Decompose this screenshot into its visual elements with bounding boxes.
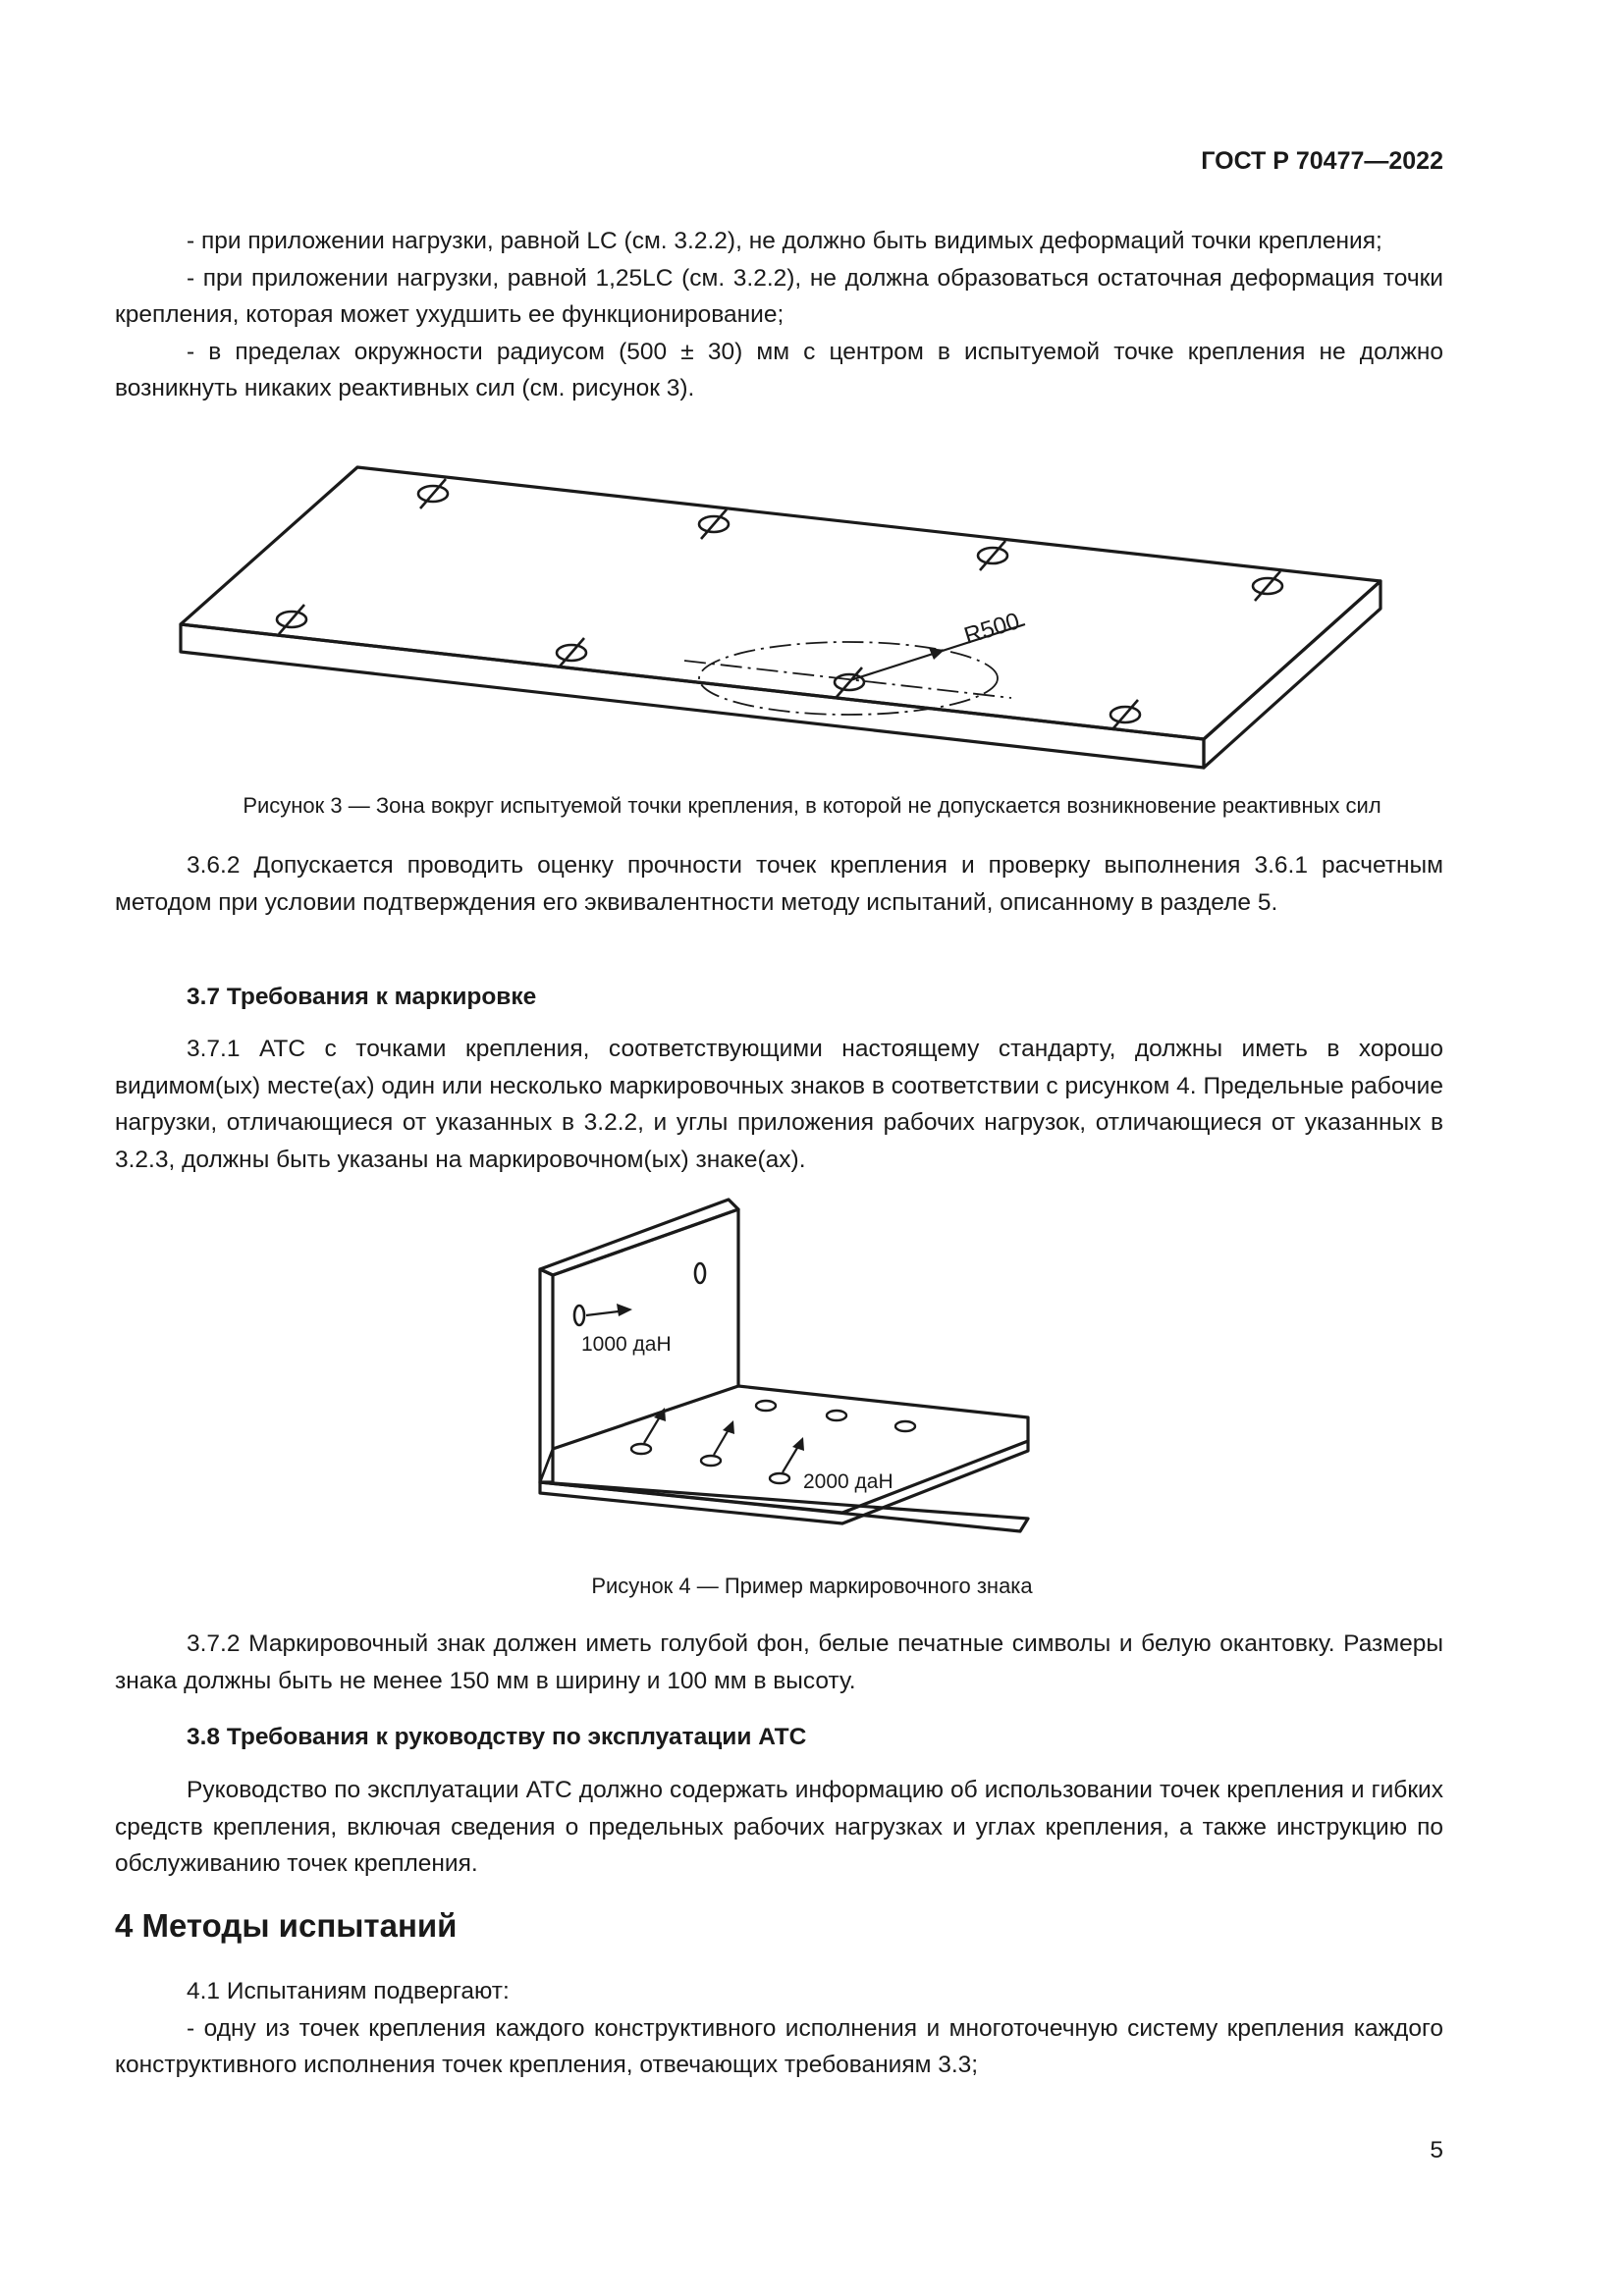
paragraph-3-8 xyxy=(115,1772,1443,1883)
paragraph-4-1 xyxy=(115,1973,1443,2084)
load-arrow-icon xyxy=(617,1304,632,1316)
load-label-vertical: 1000 даН xyxy=(581,1333,672,1356)
paragraph-3-7-1 xyxy=(115,1031,1443,1178)
anchor-point-icon xyxy=(418,479,448,508)
hole-icon xyxy=(827,1411,846,1420)
paragraph-text: Руководство по эксплуатации АТС должно содержать информацию об использовании точек крепления и гибких средств крепления, включая сведения о предельных рабочих нагрузках и углах крепления, а также инструкцию по обслуживанию точек крепления. xyxy=(115,1777,1443,1877)
list-item: - в пределах окружности радиусом (500 ± 30) мм с центром в испытуемой точке крепления не должно возникнуть никаких реактивных сил (см. рисунок 3). xyxy=(115,338,1443,401)
floor-inner-edge xyxy=(540,1449,553,1482)
panel-left-edge xyxy=(540,1269,553,1482)
hole-icon xyxy=(695,1263,705,1283)
center-line xyxy=(684,661,1011,698)
figure-4-caption: Рисунок 4 — Пример маркировочного знака xyxy=(591,1574,1033,1598)
document-code: ГОСТ Р 70477—2022 xyxy=(1201,147,1443,175)
figure-3-drawing xyxy=(167,452,1404,785)
anchor-point-icon xyxy=(557,638,586,667)
section-4-title: 4 Методы испытаний xyxy=(115,1907,458,1944)
plate-top-face xyxy=(181,467,1380,739)
anchor-point-icon xyxy=(835,667,864,697)
radius-label: R500 xyxy=(960,608,1023,650)
vertical-panel xyxy=(553,1209,738,1386)
list-item: - одну из точек крепления каждого конструктивного исполнения и многоточечную систему крепления каждого конструктивного исполнения точек крепления, отвечающих требованиям 3.3; xyxy=(115,2014,1443,2078)
requirements-list xyxy=(115,223,1443,407)
load-arrow-icon xyxy=(723,1420,734,1434)
paragraph-text: 3.6.2 Допускается проводить оценку прочности точек крепления и проверку выполнения 3.6.1 расчетным методом при условии подтверждения его эквивалентности методу испытаний, описанному в разделе 5. xyxy=(115,852,1443,916)
plate-right-face xyxy=(1204,581,1380,768)
load-arrow-icon xyxy=(792,1437,804,1451)
paragraph-3-6-2 xyxy=(115,847,1443,921)
anchor-point-icon xyxy=(277,605,306,634)
paragraph-3-7-2 xyxy=(115,1626,1443,1699)
paragraph-text: 4.1 Испытаниям подвергают: xyxy=(187,1978,510,2004)
anchor-point-icon xyxy=(978,541,1007,570)
paragraph-text: 3.7.1 АТС с точками крепления, соответствующими настоящему стандарту, должны иметь в хорошо видимом(ых) месте(ах) один или несколько маркировочных знаков в соответствии с рисунком 4. Предельные рабочие нагрузки, отличающиеся от указанных в 3.2.2, и углы приложения рабочих нагрузок, отличающиеся от указанных в 3.2.3, должны быть указаны на маркировочном(ых) знаке(ах). xyxy=(115,1036,1443,1173)
plate-front-face xyxy=(181,624,1204,768)
paragraph-text: 3.7.2 Маркировочный знак должен иметь голубой фон, белые печатные символы и белую окантовку. Размеры знака должны быть не менее 150 мм в ширину и 100 мм в высоту. xyxy=(115,1630,1443,1694)
hole-icon xyxy=(770,1473,789,1483)
page-number: 5 xyxy=(1430,2137,1443,2163)
anchor-point-icon xyxy=(1110,700,1140,729)
heading-3-7: 3.7 Требования к маркировке xyxy=(187,984,537,1010)
floor-back-edge xyxy=(553,1386,1028,1449)
figure-3-caption: Рисунок 3 — Зона вокруг испытуемой точки крепления, в которой не допускается возникновение реактивных сил xyxy=(243,793,1381,818)
figure-4-drawing xyxy=(530,1193,1041,1546)
hole-icon xyxy=(701,1456,721,1466)
load-label-floor: 2000 даН xyxy=(803,1470,893,1493)
heading-3-8: 3.8 Требования к руководству по эксплуатации АТС xyxy=(187,1724,807,1750)
floor-load-arrows xyxy=(644,1414,800,1472)
hole-icon xyxy=(574,1306,584,1325)
anchor-point-icon xyxy=(1253,571,1282,601)
list-item: - при приложении нагрузки, равной LC (см. 3.2.2), не должно быть видимых деформаций точки крепления; xyxy=(187,228,1382,254)
hole-icon xyxy=(895,1421,915,1431)
hole-icon xyxy=(631,1444,651,1454)
list-item: - при приложении нагрузки, равной 1,25LC (см. 3.2.2), не должна образоваться остаточная деформация точки крепления, которая может ухудшить ее функционирование; xyxy=(115,264,1443,328)
hole-icon xyxy=(756,1401,776,1411)
anchor-point-icon xyxy=(699,509,729,539)
reactive-force-zone xyxy=(699,642,998,715)
panel-top-edge xyxy=(540,1200,738,1275)
